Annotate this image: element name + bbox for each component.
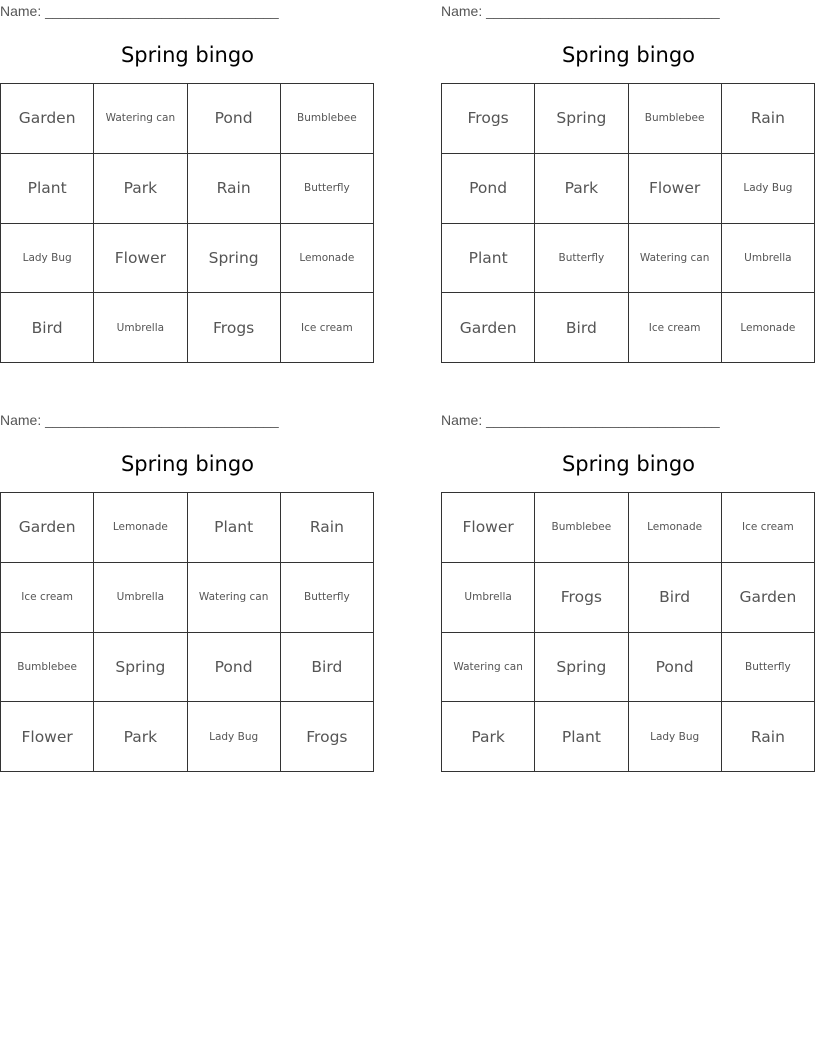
bingo-cell: Pond xyxy=(188,633,281,703)
bingo-cell: Pond xyxy=(188,84,281,154)
bingo-cell: Butterfly xyxy=(535,224,628,294)
bingo-cell: Plant xyxy=(442,224,535,294)
bingo-cell: Ice cream xyxy=(281,293,374,363)
bingo-cell: Flower xyxy=(442,493,535,563)
bingo-cell: Rain xyxy=(722,702,815,772)
bingo-cell: Bird xyxy=(629,563,722,633)
bingo-cell: Park xyxy=(442,702,535,772)
bingo-cell: Flower xyxy=(629,154,722,224)
bingo-cell: Bumblebee xyxy=(535,493,628,563)
bingo-cell: Frogs xyxy=(188,293,281,363)
bingo-cell: Butterfly xyxy=(281,154,374,224)
name-field: Name: ______________________________ xyxy=(0,3,279,19)
bingo-cell: Bumblebee xyxy=(629,84,722,154)
bingo-cell: Bird xyxy=(535,293,628,363)
bingo-cell: Umbrella xyxy=(94,563,187,633)
bingo-cell: Bird xyxy=(1,293,94,363)
bingo-cell: Flower xyxy=(94,224,187,294)
bingo-cell: Park xyxy=(94,702,187,772)
bingo-cell: Spring xyxy=(188,224,281,294)
bingo-card-3 xyxy=(0,409,375,769)
bingo-cell: Butterfly xyxy=(281,563,374,633)
bingo-cell: Umbrella xyxy=(94,293,187,363)
bingo-cell: Plant xyxy=(535,702,628,772)
bingo-cell: Flower xyxy=(1,702,94,772)
bingo-cell: Lemonade xyxy=(722,293,815,363)
bingo-cell: Frogs xyxy=(442,84,535,154)
bingo-cell: Garden xyxy=(1,493,94,563)
bingo-cell: Watering can xyxy=(94,84,187,154)
bingo-cell: Rain xyxy=(281,493,374,563)
bingo-cell: Ice cream xyxy=(722,493,815,563)
name-field: Name: ______________________________ xyxy=(0,412,279,428)
bingo-cell: Lady Bug xyxy=(188,702,281,772)
bingo-cell: Spring xyxy=(535,633,628,703)
bingo-cell: Lemonade xyxy=(281,224,374,294)
bingo-cell: Frogs xyxy=(281,702,374,772)
bingo-card-2 xyxy=(441,0,816,360)
bingo-grid xyxy=(0,492,374,772)
card-title: Spring bingo xyxy=(120,43,255,67)
bingo-cell: Park xyxy=(535,154,628,224)
bingo-cell: Rain xyxy=(722,84,815,154)
bingo-cell: Bird xyxy=(281,633,374,703)
bingo-cell: Pond xyxy=(629,633,722,703)
bingo-cell: Garden xyxy=(1,84,94,154)
bingo-card-1 xyxy=(0,0,375,360)
bingo-cell: Lemonade xyxy=(94,493,187,563)
bingo-cell: Spring xyxy=(535,84,628,154)
card-title: Spring bingo xyxy=(561,43,696,67)
bingo-cell: Plant xyxy=(188,493,281,563)
name-field: Name: ______________________________ xyxy=(441,3,720,19)
bingo-cell: Watering can xyxy=(442,633,535,703)
bingo-cell: Watering can xyxy=(188,563,281,633)
name-field: Name: ______________________________ xyxy=(441,412,720,428)
bingo-cell: Bumblebee xyxy=(1,633,94,703)
bingo-cell: Bumblebee xyxy=(281,84,374,154)
bingo-grid xyxy=(441,83,815,363)
bingo-grid xyxy=(0,83,374,363)
bingo-grid xyxy=(441,492,815,772)
bingo-cell: Lady Bug xyxy=(629,702,722,772)
bingo-cell: Lemonade xyxy=(629,493,722,563)
bingo-cell: Umbrella xyxy=(442,563,535,633)
bingo-cell: Lady Bug xyxy=(722,154,815,224)
bingo-cell: Ice cream xyxy=(629,293,722,363)
card-title: Spring bingo xyxy=(561,452,696,476)
bingo-cell: Garden xyxy=(722,563,815,633)
bingo-cell: Park xyxy=(94,154,187,224)
bingo-cell: Lady Bug xyxy=(1,224,94,294)
bingo-cell: Rain xyxy=(188,154,281,224)
bingo-cell: Garden xyxy=(442,293,535,363)
bingo-cell: Spring xyxy=(94,633,187,703)
card-title: Spring bingo xyxy=(120,452,255,476)
bingo-cell: Butterfly xyxy=(722,633,815,703)
bingo-cell: Frogs xyxy=(535,563,628,633)
bingo-cell: Umbrella xyxy=(722,224,815,294)
bingo-card-4 xyxy=(441,409,816,769)
bingo-cell: Ice cream xyxy=(1,563,94,633)
bingo-cell: Watering can xyxy=(629,224,722,294)
bingo-cell: Plant xyxy=(1,154,94,224)
bingo-cell: Pond xyxy=(442,154,535,224)
